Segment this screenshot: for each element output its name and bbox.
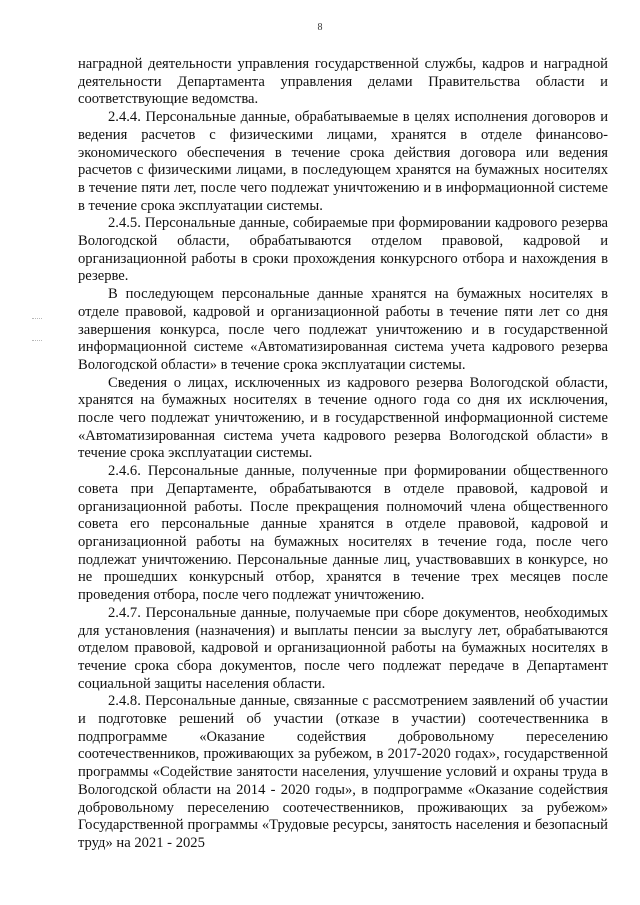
paragraph-2-4-8: 2.4.8. Персональные данные, связанные с рассмотрением заявлений об участии и подготовке решений об участии (отказе в участии) соотечественника в подпрограмме «Оказание содействия добровольному переселению соотечественников, проживающих за рубежом, в 2017-2020 годах», государственной программы «Содействие занятости населения, улучшение условий и охраны труда в Вологодской области на 2014 - 2020 годы», в подпрограмме «Оказание содействия добровольному переселению соотечественников, проживающих за рубежом» Государственной программы «Трудовые ресурсы, занятость населения и безопасный труд» на 2021 - 2025 (78, 693, 608, 851)
margin-mark (32, 318, 42, 320)
page-number: 8 (317, 22, 323, 33)
document-body (78, 56, 608, 853)
paragraph-excluded-persons: Сведения о лицах, исключенных из кадрового резерва Вологодской области, хранятся на бумажных носителях в течение одного года со дня их исключения, после чего подлежат уничтожению, и в государственной информационной системе «Автоматизированная система учета кадрового резерва Вологодской области» в течение срока эксплуатации системы. (78, 374, 608, 462)
paragraph-continuation: наградной деятельности управления государственной службы, кадров и наградной деятельности Департамента управления делами Правительства области и соответствующие ведомства. (78, 56, 608, 108)
paragraph-2-4-4: 2.4.4. Персональные данные, обрабатываемые в целях исполнения договоров и ведения расчетов с физическими лицами, хранятся в отделе финансово-экономического обеспечения в течение срока действия договора или ведения расчетов с физическими лицами, в последующем хранятся на бумажных носителях в течение пяти лет, после чего подлежат уничтожению и в информационной системе в течение срока эксплуатации системы. (78, 109, 608, 214)
paragraph-2-4-7: 2.4.7. Персональные данные, получаемые при сборе документов, необходимых для установления (назначения) и выплаты пенсии за выслугу лет, обрабатываются отделом правовой, кадровой и организационной работы на бумажных носителях в течение срока сбора документов, после чего подлежат передаче в Департамент социальной защиты населения области. (78, 604, 608, 692)
paragraph-2-4-5: 2.4.5. Персональные данные, собираемые при формировании кадрового резерва Вологодской области, обрабатываются отделом правовой, кадровой и организационной работы в сроки прохождения конкурсного отбора и нахождения в резерве. (78, 215, 608, 285)
margin-mark (32, 340, 42, 342)
paragraph-2-4-6: 2.4.6. Персональные данные, полученные при формировании общественного совета при Департаменте, обрабатываются в отделе правовой, кадровой и организационной работы. После прекращения полномочий члена общественного совета его персональные данные хранятся в отделе правовой, кадровой и организационной работы на бумажных носителях в течение года, после чего подлежат уничтожению. Персональные данные лиц, участвовавших в конкурсе, но не прошедших конкурсный отбор, хранятся в течение трех месяцев после проведения отбора, после чего подлежат уничтожению. (78, 463, 608, 604)
paragraph-reserve-storage: В последующем персональные данные хранятся на бумажных носителях в отделе правовой, кадровой и организационной работы в течение пяти лет со дня завершения конкурса, после чего подлежат уничтожению и в государственной информационной системе «Автоматизированная система учета кадрового резерва Вологодской области» в течение срока эксплуатации системы. (78, 286, 608, 373)
